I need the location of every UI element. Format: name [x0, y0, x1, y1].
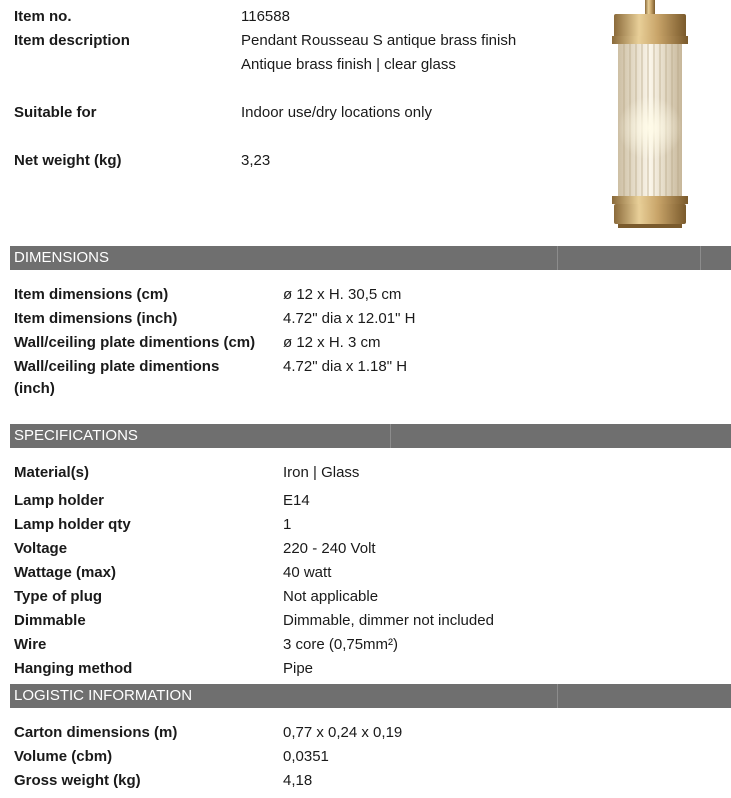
- label-lamp-holder-qty: Lamp holder qty: [14, 516, 131, 533]
- header-divider: [390, 424, 391, 448]
- label-plate-dimensions-inch-2: (inch): [14, 380, 55, 397]
- section-title-logistic: LOGISTIC INFORMATION: [14, 687, 193, 704]
- label-item-dimensions-cm: Item dimensions (cm): [14, 286, 169, 303]
- label-volume: Volume (cbm): [14, 748, 113, 765]
- label-voltage: Voltage: [14, 540, 68, 557]
- label-wattage: Wattage (max): [14, 564, 116, 581]
- section-header-logistic: [10, 684, 731, 708]
- label-materials: Material(s): [14, 464, 90, 481]
- value-item-dimensions-cm: ø 12 x H. 30,5 cm: [283, 286, 402, 303]
- value-plate-dimensions-cm: ø 12 x H. 3 cm: [283, 334, 381, 351]
- label-lamp-holder: Lamp holder: [14, 492, 105, 509]
- label-suitable-for: Suitable for: [14, 104, 97, 121]
- label-net-weight: Net weight (kg): [14, 152, 122, 169]
- section-title-dimensions: DIMENSIONS: [14, 249, 110, 266]
- value-item-description-2: Antique brass finish | clear glass: [241, 56, 456, 73]
- label-dimmable: Dimmable: [14, 612, 86, 629]
- value-wattage: 40 watt: [283, 564, 332, 581]
- value-suitable-for: Indoor use/dry locations only: [241, 104, 432, 121]
- value-wire: 3 core (0,75mm²): [283, 636, 399, 653]
- value-dimmable: Dimmable, dimmer not included: [283, 612, 494, 629]
- label-plate-dimensions-inch: Wall/ceiling plate dimentions: [14, 358, 220, 375]
- label-item-no: Item no.: [14, 8, 72, 25]
- value-lamp-holder: E14: [283, 492, 310, 509]
- value-voltage: 220 - 240 Volt: [283, 540, 376, 557]
- label-plate-dimensions-cm: Wall/ceiling plate dimentions (cm): [14, 334, 256, 351]
- value-volume: 0,0351: [283, 748, 329, 765]
- label-hanging-method: Hanging method: [14, 660, 133, 677]
- header-divider: [700, 246, 701, 270]
- product-image: [600, 0, 700, 232]
- label-wire: Wire: [14, 636, 47, 653]
- section-title-specifications: SPECIFICATIONS: [14, 427, 138, 444]
- value-carton-dimensions: 0,77 x 0,24 x 0,19: [283, 724, 403, 741]
- value-net-weight: 3,23: [241, 152, 271, 169]
- value-item-no: 116588: [241, 8, 290, 25]
- label-item-description: Item description: [14, 32, 130, 49]
- value-plate-dimensions-inch: 4.72" dia x 1.18" H: [283, 358, 408, 375]
- value-gross-weight: 4,18: [283, 772, 313, 789]
- label-gross-weight: Gross weight (kg): [14, 772, 141, 789]
- value-item-dimensions-inch: 4.72" dia x 12.01" H: [283, 310, 416, 327]
- value-item-description: Pendant Rousseau S antique brass finish: [241, 32, 517, 49]
- value-materials: Iron | Glass: [283, 464, 360, 481]
- label-item-dimensions-inch: Item dimensions (inch): [14, 310, 178, 327]
- header-divider: [557, 246, 558, 270]
- section-header-specifications: [10, 424, 731, 448]
- value-hanging-method: Pipe: [283, 660, 314, 677]
- value-lamp-holder-qty: 1: [283, 516, 292, 533]
- label-carton-dimensions: Carton dimensions (m): [14, 724, 178, 741]
- label-type-of-plug: Type of plug: [14, 588, 103, 605]
- section-header-dimensions: [10, 246, 731, 270]
- header-divider: [557, 684, 558, 708]
- value-type-of-plug: Not applicable: [283, 588, 379, 605]
